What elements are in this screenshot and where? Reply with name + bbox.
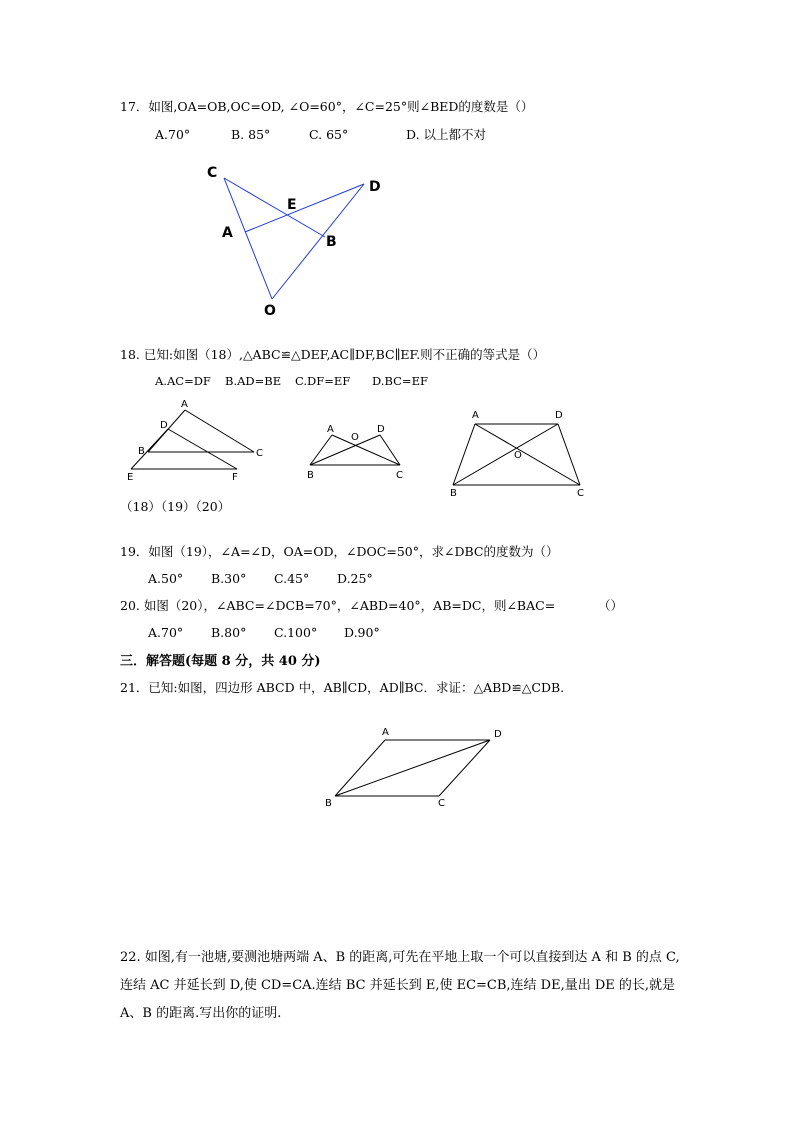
q17-label-c: C (207, 165, 218, 181)
q21-label-b: B (325, 798, 332, 809)
q17-label-d: D (369, 179, 381, 195)
fig20-label-c: C (577, 488, 584, 499)
q20-option-b: B.80° (211, 625, 247, 640)
fig18-label-a: A (181, 399, 188, 410)
q17-stem: 17．如图,OA=OB,OC=OD, ∠O=60°，∠C=25°则∠BED的度数是（） (120, 99, 534, 114)
fig20-label-d: D (555, 410, 563, 421)
fig18-label-f: F (232, 472, 238, 483)
fig18-label-d: D (160, 420, 168, 431)
fig20-label-b: B (450, 488, 457, 499)
q17-option-c: C. 65° (309, 127, 349, 142)
q19-option-d: D.25° (337, 571, 373, 586)
q17-label-b: B (326, 234, 337, 250)
q22-text: 22. 如图,有一池塘,要测池塘两端 A、B 的距离,可先在平地上取一个可以直接到达 A 和 B 的点 C,连结 AC 并延长到 D,使 CD=CA.连结 BC 并延长到 E,使 EC=CB,连结 DE,量出 DE 的长,就是 A、B 的距离.写出你的证明. (120, 950, 680, 1021)
q17-option-a: A.70° (155, 127, 191, 142)
q17-label-o: O (264, 303, 276, 319)
q19-stem: 19．如图（19），∠A=∠D，OA=OD，∠DOC=50°，求∠DBC的度数为（） (120, 544, 559, 559)
fig18-label-c: C (256, 448, 263, 459)
fig19-label-c: C (396, 470, 403, 481)
q20-stem: 20. 如图（20），∠ABC=∠DCB=70°，∠ABD=40°，AB=DC，则∠BAC= (120, 598, 556, 613)
fig19-label-b: B (307, 470, 314, 481)
q20-option-a: A.70° (148, 625, 184, 640)
fig19-label-d: D (377, 424, 385, 435)
q17-label-e: E (287, 197, 297, 213)
fig19-label-a: A (327, 424, 334, 435)
q17-option-d: D. 以上都不对 (406, 127, 487, 142)
q21-stem: 21．已知:如图，四边形 ABCD 中，AB∥CD，AD∥BC．求证：△ABD≌△CDB. (120, 680, 565, 695)
q18-option-b: B.AD=BE (225, 374, 282, 388)
q21-label-a: A (382, 727, 389, 738)
q17-option-b: B. 85° (231, 127, 271, 142)
fig20-label-a: A (472, 410, 479, 421)
fig18-label-b: B (138, 446, 145, 457)
fig18-label-e: E (127, 472, 134, 483)
q18-option-c: C.DF=EF (295, 374, 351, 388)
q19-option-a: A.50° (148, 571, 184, 586)
q21-label-d: D (494, 729, 502, 740)
q18-stem: 18. 已知:如图（18）,△ABC≌△DEF,AC∥DF,BC∥EF.则不正确的等式是（） (120, 347, 546, 362)
section-3-title: 三．解答题(每题 8 分，共 40 分) (120, 654, 321, 669)
figure-captions: （18）（19）（20） (120, 499, 231, 514)
q20-option-d: D.90° (344, 625, 380, 640)
q18-option-a: A.AC=DF (155, 374, 211, 388)
fig20-label-o: O (514, 450, 522, 461)
q20-blank: （） (598, 598, 624, 613)
q19-option-b: B.30° (211, 571, 247, 586)
q18-option-d: D.BC=EF (372, 374, 428, 388)
q19-option-c: C.45° (274, 571, 310, 586)
fig19-label-o: O (351, 432, 359, 443)
q17-label-a: A (222, 225, 233, 241)
q20-option-c: C.100° (274, 625, 318, 640)
q21-label-c: C (438, 798, 445, 809)
